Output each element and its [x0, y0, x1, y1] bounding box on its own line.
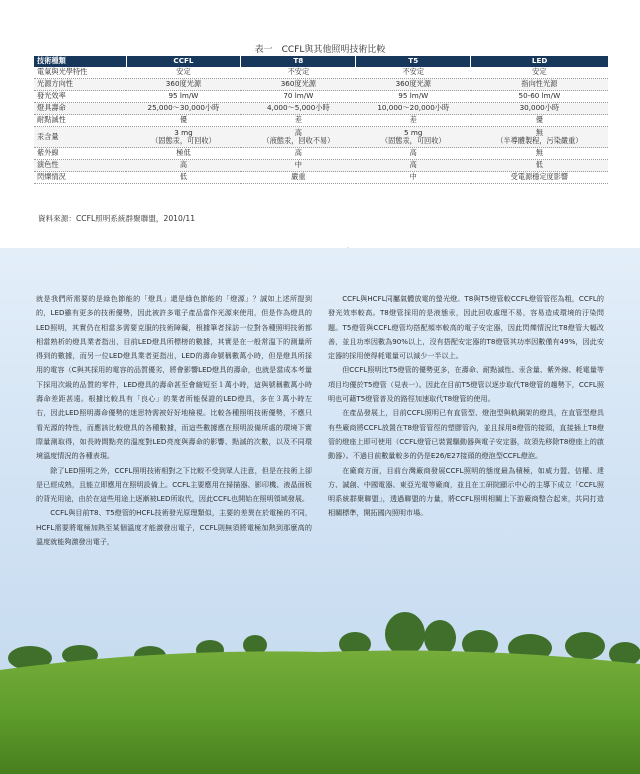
table-cell: 不安定 — [356, 67, 471, 79]
table-cell: 安定 — [471, 67, 608, 79]
article-paragraph: 除了LED照明之外，CCFL照明技術相對之下比較不受到眾人注意，但是在技術上卻是已經成熟，且能立即應用在照明設備上。CCFL主要應用在掃描器、影印機、液晶面板的背光用途，由於在這些用途上逐漸被LED所取代，因此CCFL也開始在照明領域發展。 — [36, 465, 312, 504]
table-cell: 5 mg （固態汞，可回收） — [356, 127, 471, 148]
table-cell: 95 lm/W — [356, 91, 471, 103]
article-paragraph: 在廠商方面，目前台灣廠商發展CCFL照明的態度最為積極，如威力盟、信權、達方、誠創、中國電器、東亞光電等廠商，並且在工研院顯示中心的主導下成立「CCFL照明系統群聚聯盟」，透過聯盟的力量，將CCFL照明相關上下游廠商整合起來，共同打造相關標準，開拓國內照明市場。 — [328, 465, 604, 518]
table-cell: 高 — [356, 160, 471, 172]
table-cell: 10,000～20,000小時 — [356, 103, 471, 115]
table-cell: 燈具壽命 — [34, 103, 126, 115]
article-paragraph: 在產品發展上，目前CCFL照明已有直管型、燈泡型與軌鋼架的燈具，在直管型燈具有些廠商將CCFL放置在T8燈管管徑的塑膠管內，並且採用8燈管的接頭，直接插上T8燈管的燈座上即可使用（CCFL燈管已裝置驅動器與電子安定器，故須先移除T8燈座上的啟動器）。不過目前數量較多的仍是E26/E27接頭的燈泡型CCFL燈泡。 — [328, 408, 604, 461]
table-cell: 低 — [471, 160, 608, 172]
article-left-column — [36, 292, 312, 549]
comparison-table — [34, 56, 608, 184]
table-cell: 差 — [356, 115, 471, 127]
table-cell: 不安定 — [241, 67, 356, 79]
table-cell: 無 — [471, 148, 608, 160]
table-source: 資料來源：CCFL照明系統群聚聯盟，2010/11 — [38, 214, 196, 223]
table-cell: 360度光源 — [241, 79, 356, 91]
table-cell: 95 lm/W — [126, 91, 241, 103]
table-cell: 優 — [126, 115, 241, 127]
table-cell: 電氣與光學特性 — [34, 67, 126, 79]
table-cell: 發光效率 — [34, 91, 126, 103]
table-cell: 無 （半導體製程，污染嚴重） — [471, 127, 608, 148]
table-row — [34, 127, 608, 148]
table-cell: 中 — [356, 172, 471, 184]
table-cell: 4,000～5,000小時 — [241, 103, 356, 115]
table-header-cell: T8 — [241, 56, 356, 67]
table-cell: 汞含量 — [34, 127, 126, 148]
table-cell: 50-60 lm/W — [471, 91, 608, 103]
table-row — [34, 67, 608, 79]
table-cell: 受電源穩定度影響 — [471, 172, 608, 184]
table-row — [34, 172, 608, 184]
table-title: 表一 CCFL與其他照明技術比較 — [254, 45, 386, 55]
grassland-scene — [0, 600, 640, 774]
table-cell: 360度光源 — [126, 79, 241, 91]
table-cell: 高 — [356, 148, 471, 160]
table-cell: 嚴重 — [241, 172, 356, 184]
table-header-cell: LED — [471, 56, 608, 67]
table-cell: 安定 — [126, 67, 241, 79]
table-cell: 光源方向性 — [34, 79, 126, 91]
table-cell: 25,000～30,000小時 — [126, 103, 241, 115]
table-cell: 極低 — [126, 148, 241, 160]
table-row — [34, 160, 608, 172]
table-header-cell: T5 — [356, 56, 471, 67]
table-cell: 高 — [241, 148, 356, 160]
table-row — [34, 103, 608, 115]
table-cell: 3 mg （固態汞，可回收） — [126, 127, 241, 148]
table-cell: 耐點滅性 — [34, 115, 126, 127]
table-cell: 優 — [471, 115, 608, 127]
article-paragraph: CCFL與目前T8、T5燈管的HCFL技術發光原理類似，主要的差異在於電極的不同，HCFL需要將電極加熱至某個溫度才能激發出電子，CCFL則無須將電極加熱到那麼高的溫度就能夠激發出電子， — [36, 508, 312, 547]
table-cell: 閃爍情況 — [34, 172, 126, 184]
table-cell: 指向性光源 — [471, 79, 608, 91]
table-header-cell: CCFL — [126, 56, 241, 67]
article-paragraph: 但CCFL照明比T5燈管的優勢更多，在壽命、耐點滅性、汞含量、紫外線、耗電量等項目均優於T5燈管（見表一）。因此在目前T5燈管以逐步取代T8燈管的趨勢下，CCFL照明也可藉T5燈管普及的路徑加速取代T8燈管的使用。 — [328, 365, 604, 404]
article-paragraph: CCFL與HCFL同屬氣體放電的螢光燈。T8與T5燈管較CCFL燈管管徑為粗，CCFL的發光效率較高。T8燈管採用的是液態汞，因此回收處理不易，容易造成環境的汙染問題。T5燈管與CCFL燈管均搭配頻率較高的電子安定器，因此閃爍情況比T8燈管大幅改善，並且功率因數為90%以上，沒有搭配安定器的T8燈管其功率因數僅有49%，因此安定器的採用使得耗電量可以減少一半以上。 — [328, 294, 604, 361]
table-cell: 70 lm/W — [241, 91, 356, 103]
table-cell: 差 — [241, 115, 356, 127]
table-header-row — [34, 56, 608, 67]
table-row — [34, 79, 608, 91]
table-cell: 360度光源 — [356, 79, 471, 91]
table-cell: 30,000小時 — [471, 103, 608, 115]
article-paragraph: 就是我們所需要的是綠色節能的「燈具」還是綠色節能的「燈源」？誠如上述所提到的，LED雖有更多的技術優勢，因此被許多電子產品當作光源來使用，但是作為燈具的LED照明，其實仍在相當多需要克服的技術障礙，根據筆者採訪一位對各種照明技術都相當熟析的燈具業者指出，目前LED燈具所標榜的數據，其實是在一般常溫下的測量所得到的數據，而另一位LED燈具業者更指出，LED的壽命號稱數萬小時，但是燈具所採用的電容（C與其採用的電容的品質優劣，將會影響LED燈具的壽命，也就是當成本考量下採用次級的品質的零件，LED燈具的壽命甚至會縮短至１萬小時，這與號稱數萬小時壽命差距甚遠。根據比較具有「良心」的業者所能保證的LED燈具，多在３萬小時左右，因此LED照明壽命優勢的迷思特需被好好地檢視。比較各種照明技術優勢，不應只看光源的特性，而應該比較燈具的各種數據，而這些數據應在照明設備所處的環境下實際量測取得，如長時間點亮的溫度對LED亮度與壽命的影響、點滅的次數，以及不同環境溫度情況的各種表現。 — [36, 294, 312, 461]
table-row — [34, 115, 608, 127]
table-cell: 高 — [126, 160, 241, 172]
table-cell: 中 — [241, 160, 356, 172]
table-cell: 演色性 — [34, 160, 126, 172]
table-row — [34, 148, 608, 160]
table-cell: 紫外線 — [34, 148, 126, 160]
table-row — [34, 91, 608, 103]
table-cell: 低 — [126, 172, 241, 184]
article-right-column — [328, 292, 604, 521]
table-header-cell: 技術種類 — [34, 56, 126, 67]
table-cell: 高 （液態汞，回收不易） — [241, 127, 356, 148]
